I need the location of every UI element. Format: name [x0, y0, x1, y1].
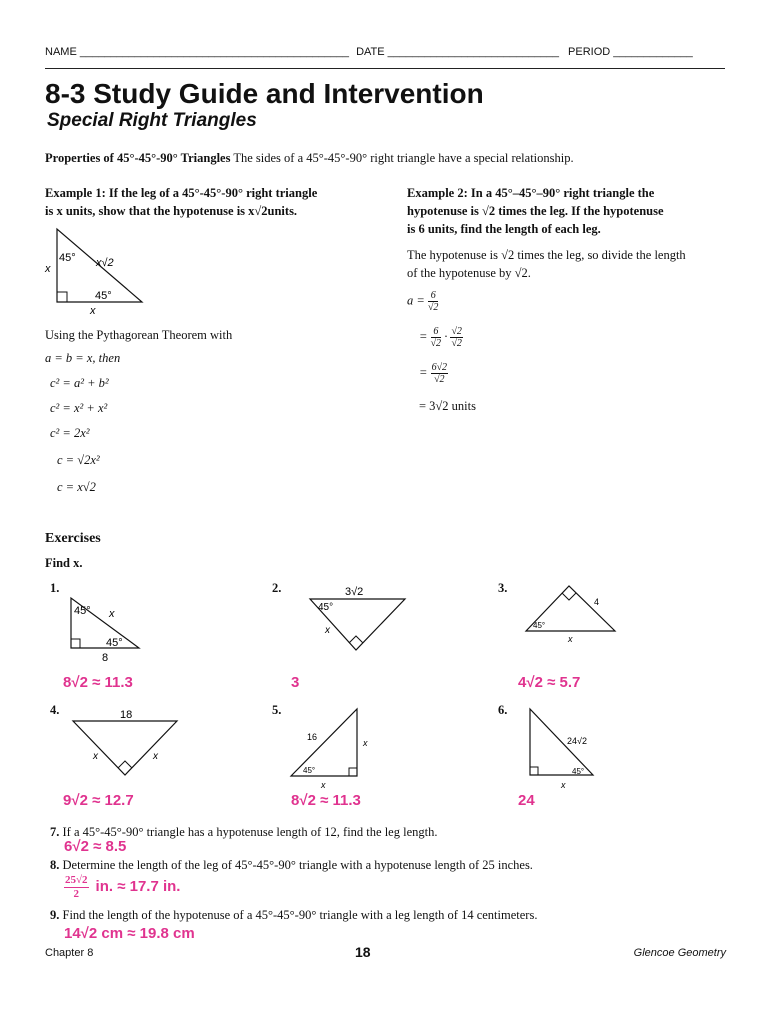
exercise-6-answer: 24 — [518, 792, 535, 809]
footer-page-number: 18 — [355, 944, 371, 960]
page-subtitle: Special Right Triangles — [47, 110, 257, 131]
exercise-5-answer: 8√2 ≈ 11.3 — [291, 792, 361, 809]
example1-heading — [45, 184, 395, 220]
svg-text:45°: 45° — [572, 767, 585, 776]
exercise-6-triangle — [522, 706, 608, 792]
footer-book: Glencoe Geometry — [633, 947, 726, 959]
example2-text2: of the hypotenuse by √2. — [407, 266, 531, 280]
fig1-hyp: x√2 — [96, 257, 114, 269]
example2-eq-b: = $\frac{6}{√2}$ · $\frac{√2}{√2}$ — [419, 326, 462, 349]
fig1-angle-bottom: 45° — [95, 290, 112, 302]
svg-text:x: x — [561, 780, 566, 790]
example2-final: = 3√2 units — [419, 399, 476, 413]
svg-text:x: x — [109, 608, 115, 620]
exercise-1-number: 1. — [50, 581, 60, 595]
question-7-answer: 6√2 ≈ 8.5 — [64, 838, 127, 855]
example1-given: a = b = x, then — [45, 351, 121, 365]
svg-text:x: x — [321, 780, 326, 790]
svg-text:x: x — [153, 751, 158, 762]
svg-text:45°: 45° — [318, 602, 334, 613]
svg-text:x: x — [363, 738, 368, 748]
exercise-3-number: 3. — [498, 581, 508, 595]
example1-step: c = x√2 — [57, 480, 96, 494]
exercise-2-triangle — [304, 583, 412, 655]
example2-eq-a: a = $\frac{6}{√2}$ — [407, 290, 439, 313]
example1-step: c² = x² + x² — [50, 401, 108, 415]
exercise-4-triangle — [67, 705, 185, 780]
question-7: 7. If a 45°-45°-90° triangle has a hypotenuse length of 12, find the leg length. — [50, 825, 438, 839]
page-title: 8-3 Study Guide and Intervention — [45, 78, 484, 109]
exercises-heading: Exercises — [45, 531, 101, 546]
question-9: 9. Find the length of the hypotenuse of a 45°-45°-90° triangle with a leg length of 14 centimeters. — [50, 908, 538, 922]
svg-text:8: 8 — [102, 652, 109, 664]
exercise-2-number: 2. — [272, 581, 282, 595]
svg-text:x: x — [93, 751, 98, 762]
exercise-3-triangle — [522, 583, 622, 645]
example2-eq-c: = $\frac{6√2}{√2}$ — [419, 362, 448, 385]
exercises-instructions: Find x. — [45, 556, 83, 570]
fig1-leg-left: x — [45, 263, 51, 275]
svg-text:16: 16 — [307, 732, 318, 742]
svg-text:45°: 45° — [106, 637, 123, 649]
example2-heading — [407, 184, 737, 238]
svg-text:18: 18 — [120, 709, 133, 721]
svg-text:45°: 45° — [74, 605, 91, 617]
svg-text:24√2: 24√2 — [567, 736, 587, 746]
period-field[interactable]: PERIOD _____________ — [568, 46, 693, 58]
exercise-5-number: 5. — [272, 703, 282, 717]
example2-line3: is 6 units, find the length of each leg. — [407, 222, 601, 236]
properties-heading: Properties of 45°-45°-90° Triangles — [45, 151, 231, 165]
properties-text: The sides of a 45°-45°-90° right triangle have a special relationship. — [230, 151, 574, 165]
example1-line1: Example 1: If the leg of a 45°-45°-90° right triangle — [45, 186, 318, 200]
example1-step: c² = a² + b² — [50, 376, 109, 390]
header-rule — [45, 68, 725, 69]
exercise-3-answer: 4√2 ≈ 5.7 — [518, 674, 581, 691]
fig1-angle-top: 45° — [59, 252, 76, 264]
svg-text:x: x — [568, 634, 573, 644]
date-field[interactable]: DATE ____________________________ — [356, 46, 559, 58]
svg-text:45°: 45° — [303, 766, 316, 775]
exercise-2-answer: 3 — [291, 674, 300, 691]
header-line — [45, 46, 725, 58]
exercise-5-triangle — [288, 706, 374, 792]
svg-text:3√2: 3√2 — [345, 586, 364, 598]
name-field[interactable]: NAME ____________________________________________ — [45, 46, 350, 58]
example1-step: c = √2x² — [57, 453, 100, 467]
example1-using: Using the Pythagorean Theorem with — [45, 328, 233, 342]
example1-line2: is x units, show that the hypotenuse is x√2units. — [45, 204, 298, 218]
fig1-leg-bottom: x — [90, 305, 96, 317]
svg-text:4: 4 — [594, 597, 600, 607]
exercise-4-number: 4. — [50, 703, 60, 717]
example1-triangle — [42, 226, 152, 318]
example2-text — [407, 246, 737, 282]
question-9-answer: 14√2 cm ≈ 19.8 cm — [64, 925, 195, 942]
properties-line — [45, 151, 574, 166]
exercise-4-answer: 9√2 ≈ 12.7 — [63, 792, 134, 809]
exercise-6-number: 6. — [498, 703, 508, 717]
question-8: 8. Determine the length of the leg of 45°-45°-90° triangle with a hypotenuse length of 25 inches. — [50, 858, 533, 872]
exercise-1-triangle — [62, 595, 152, 665]
example1-step: c² = 2x² — [50, 426, 90, 440]
footer-chapter: Chapter 8 — [45, 947, 94, 959]
example2-text1: The hypotenuse is √2 times the leg, so divide the length — [407, 248, 686, 262]
example2-line2: hypotenuse is √2 times the leg. If the hypotenuse — [407, 204, 664, 218]
question-8-answer: $\frac{25√2}{2}$ in. ≈ 17.7 in. — [65, 874, 181, 900]
example2-line1: Example 2: In a 45°–45°–90° right triangle the — [407, 186, 655, 200]
svg-text:45°: 45° — [533, 621, 546, 630]
svg-text:x: x — [325, 625, 330, 636]
exercise-1-answer: 8√2 ≈ 11.3 — [63, 674, 133, 691]
